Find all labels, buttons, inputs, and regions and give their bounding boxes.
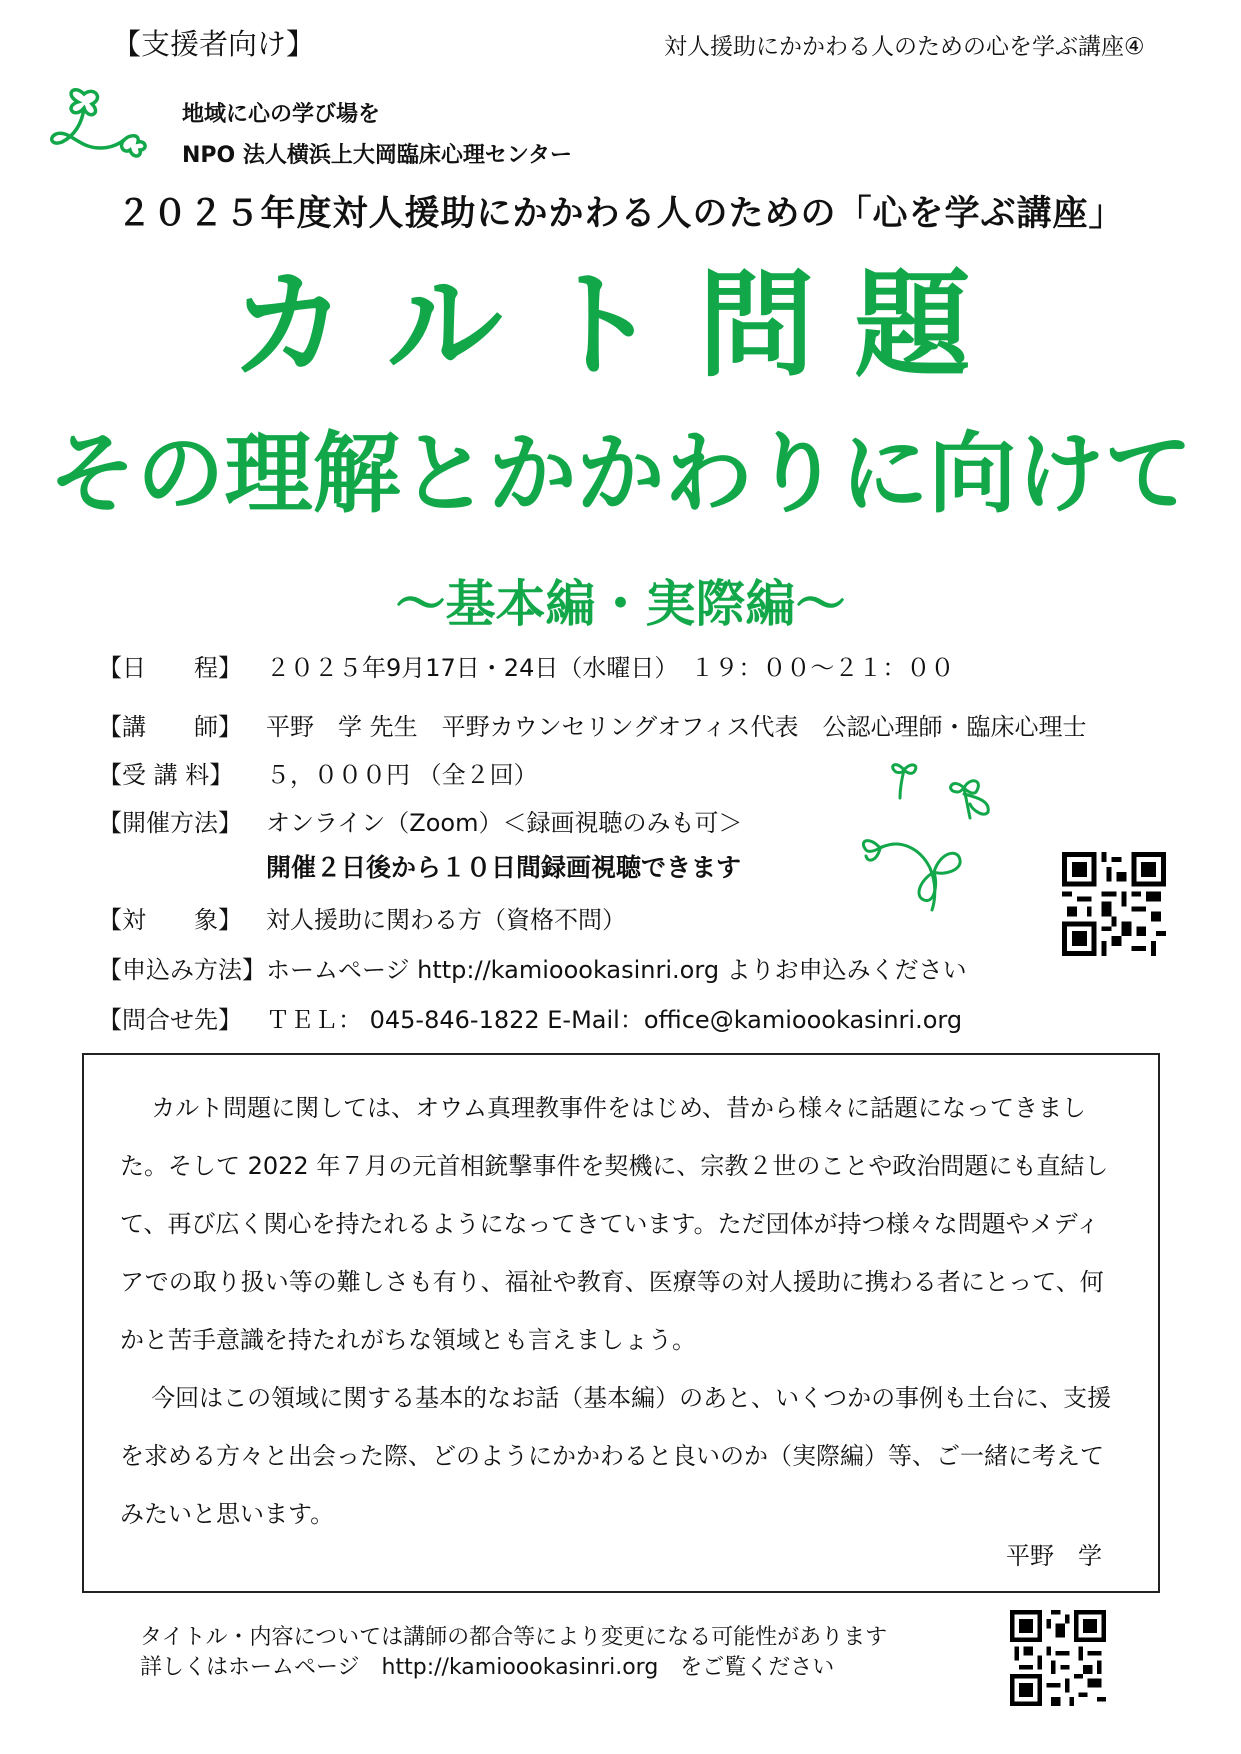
org-tagline: 地域に心の学び場を (182, 102, 381, 127)
detail-value: ＴＥＬ： 045-846-1822 E-Mail：office@kamioookasinri.org (266, 1006, 963, 1034)
detail-row-target (98, 900, 626, 935)
description-paragraph-1: カルト問題に関しては、オウム真理教事件をはじめ、昔から様々に話題になってきました。そして 2022 年７月の元首相銃撃事件を契機に、宗教２世のことや政治問題にも直結して、再び広く関心を持たれるようになってきています。ただ団体が持つ様々な問題やメディアでの取り扱い等の難しさも有り、福祉や教育、医療等の対人援助に携わる者にとって、何かと苦手意識を持たれがちな領域とも言えましょう。 (120, 1094, 1109, 1354)
edition-subtitle: ～基本編・実際編～ (395, 575, 846, 633)
series-label: 対人援助にかかわる人のための心を学ぶ講座④ (664, 34, 1145, 60)
qr-code (1062, 852, 1166, 956)
detail-value: ホームページ http://kamioookasinri.org よりお申込みください (266, 956, 967, 984)
detail-value: 対人援助に関わる方（資格不問） (266, 906, 626, 934)
detail-label: 【申込み方法】 (98, 956, 266, 984)
description-paragraph-2: 今回はこの領域に関する基本的なお話（基本編）のあと、いくつかの事例も土台に、支援を求める方々と出会った際、どのようにかかわると良いのか（実際編）等、ご一緒に考えてみたいと思います。 (120, 1384, 1112, 1528)
main-title: カルト問題 (230, 258, 1011, 393)
footer-note: タイトル・内容については講師の都合等により変更になる可能性があります (140, 1625, 888, 1650)
detail-row-contact (98, 1000, 962, 1035)
signature: 平野 学 (1006, 1542, 1102, 1570)
detail-label: 【開催方法】 (98, 809, 242, 837)
description-box (82, 1053, 1160, 1593)
detail-label: 【受 講 料】 (98, 761, 234, 789)
series-title: ２０２５年度対人援助にかかわる人のための「心を学ぶ講座」 (116, 194, 1125, 234)
detail-row-schedule (98, 648, 954, 683)
detail-value: オンライン（Zoom）＜録画視聴のみも可＞ (266, 809, 743, 837)
detail-label: 【日 程】 (98, 654, 242, 682)
detail-value: ５，０００円 （全２回） (266, 761, 538, 789)
qr-code (1010, 1610, 1106, 1706)
detail-label: 【講 師】 (98, 713, 242, 741)
detail-row-lecturer (98, 707, 1087, 742)
footer-homepage: 詳しくはホームページ http://kamioookasinri.org をご覧ください (140, 1655, 835, 1680)
detail-row-fee (98, 755, 538, 790)
audience-tag: 【支援者向け】 (112, 27, 316, 61)
clover-logo-icon (44, 84, 154, 160)
detail-value: 平野 学 先生 平野カウンセリングオフィス代表 公認心理師・臨床心理士 (266, 713, 1087, 741)
detail-row-application (98, 950, 967, 985)
detail-value: ２０２５年9月17日・24日（水曜日） １９：００～２１：００ (266, 654, 955, 682)
recording-note: 開催２日後から１０日間録画視聴できます (266, 853, 742, 882)
main-subtitle: その理解とかかわりに向けて (48, 422, 1193, 525)
detail-label: 【対 象】 (98, 906, 242, 934)
detail-row-method (98, 803, 742, 838)
org-name: NPO 法人横浜上大岡臨床心理センター (182, 143, 573, 168)
sprouts-illustration (840, 748, 1020, 918)
detail-label: 【問合せ先】 (98, 1006, 242, 1034)
